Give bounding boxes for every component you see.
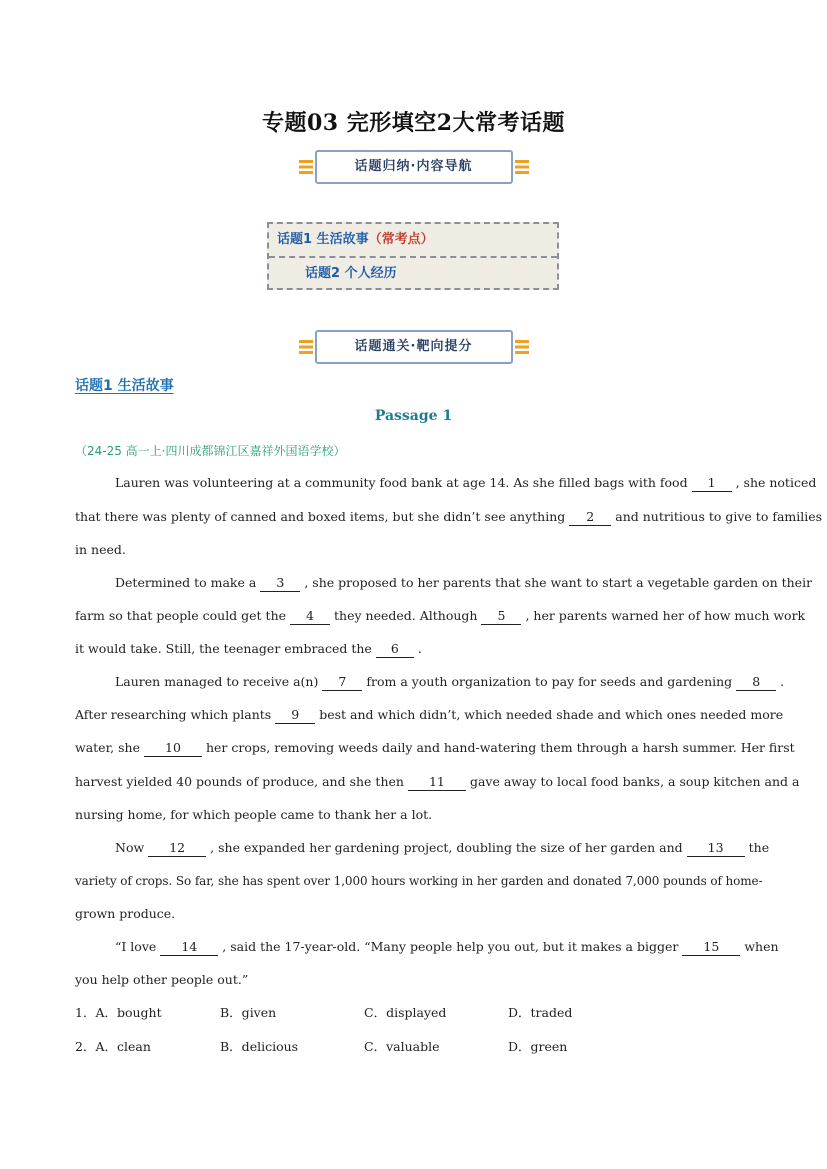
option-c[interactable]: C．displayed <box>364 1005 447 1020</box>
option-a[interactable]: 2．A．clean <box>75 1039 151 1054</box>
passage-title: Passage 1 <box>374 408 453 424</box>
option-b[interactable]: B．delicious <box>220 1039 299 1054</box>
topic-practice-banner: 话题通关·靶向提分 <box>315 330 513 364</box>
text-line: After researching which plants 9 best and which didn’t, which needed shade and which ones needed more <box>75 707 784 722</box>
text-line: variety of crops. So far, she has spent over 1,000 hours working in her garden and donated 7,000 pounds of home- <box>75 874 763 888</box>
blank-13[interactable]: 13 <box>687 840 745 857</box>
text-line: you help other people out.” <box>75 972 249 987</box>
toc-item-label: 话题2 个人经历 <box>305 266 397 281</box>
frequent-tag: （常考点） <box>368 232 434 247</box>
blank-12[interactable]: 12 <box>148 840 206 857</box>
blank-5[interactable]: 5 <box>481 608 521 625</box>
page-title: 专题03 完形填空2大常考话题 <box>261 110 566 136</box>
blank-8[interactable]: 8 <box>736 674 776 691</box>
topic-toc <box>267 222 559 290</box>
blank-10[interactable]: 10 <box>144 740 202 757</box>
blank-4[interactable]: 4 <box>290 608 330 625</box>
blank-11[interactable]: 11 <box>408 774 466 791</box>
blank-14[interactable]: 14 <box>160 939 218 956</box>
option-c[interactable]: C．valuable <box>364 1039 440 1054</box>
content-nav-banner: 话题归纳·内容导航 <box>315 150 513 184</box>
option-a[interactable]: 1．A．bought <box>75 1005 162 1020</box>
text-line: that there was plenty of canned and boxed items, but she didn’t see anything 2 and nutritious to give to families <box>75 509 823 524</box>
text-line: in need. <box>75 542 126 557</box>
passage-source: （24-25 高一上·四川成都锦江区嘉祥外国语学校） <box>75 444 346 458</box>
text-line: farm so that people could get the 4 they needed. Although 5 , her parents warned her of how much work <box>75 608 806 623</box>
blank-6[interactable]: 6 <box>376 641 414 658</box>
toc-item-topic-2[interactable] <box>269 256 557 290</box>
option-d[interactable]: D．green <box>508 1039 568 1054</box>
text-line: Determined to make a 3 , she proposed to her parents that she want to start a vegetable garden on their <box>115 575 813 590</box>
section-heading[interactable]: 话题1 生活故事 <box>75 378 174 394</box>
blank-2[interactable]: 2 <box>569 509 611 526</box>
text-line: Lauren managed to receive a(n) 7 from a youth organization to pay for seeds and gardening 8 . <box>115 674 785 689</box>
text-line: it would take. Still, the teenager embraced the 6 . <box>75 641 422 656</box>
option-d[interactable]: D．traded <box>508 1005 573 1020</box>
blank-1[interactable]: 1 <box>692 475 732 492</box>
text-line: grown produce. <box>75 906 176 921</box>
option-b[interactable]: B．given <box>220 1005 277 1020</box>
blank-15[interactable]: 15 <box>682 939 740 956</box>
text-line: nursing home, for which people came to thank her a lot. <box>75 807 433 822</box>
text-line: “I love 14 , said the 17-year-old. “Many people help you out, but it makes a bigger 15 when <box>115 939 779 954</box>
toc-item-topic-1[interactable] <box>269 224 557 256</box>
text-line: Lauren was volunteering at a community food bank at age 14. As she filled bags with food 1 , she noticed <box>115 475 817 490</box>
toc-item-label: 话题1 生活故事 <box>277 232 369 247</box>
text-line: Now 12 , she expanded her gardening project, doubling the size of her garden and 13 the <box>115 840 770 855</box>
text-line: harvest yielded 40 pounds of produce, and she then 11 gave away to local food banks, a soup kitchen and a <box>75 774 800 789</box>
blank-7[interactable]: 7 <box>322 674 362 691</box>
text-line: water, she 10 her crops, removing weeds daily and hand-watering them through a harsh summer. Her first <box>75 740 795 755</box>
blank-3[interactable]: 3 <box>260 575 300 592</box>
blank-9[interactable]: 9 <box>275 707 315 724</box>
